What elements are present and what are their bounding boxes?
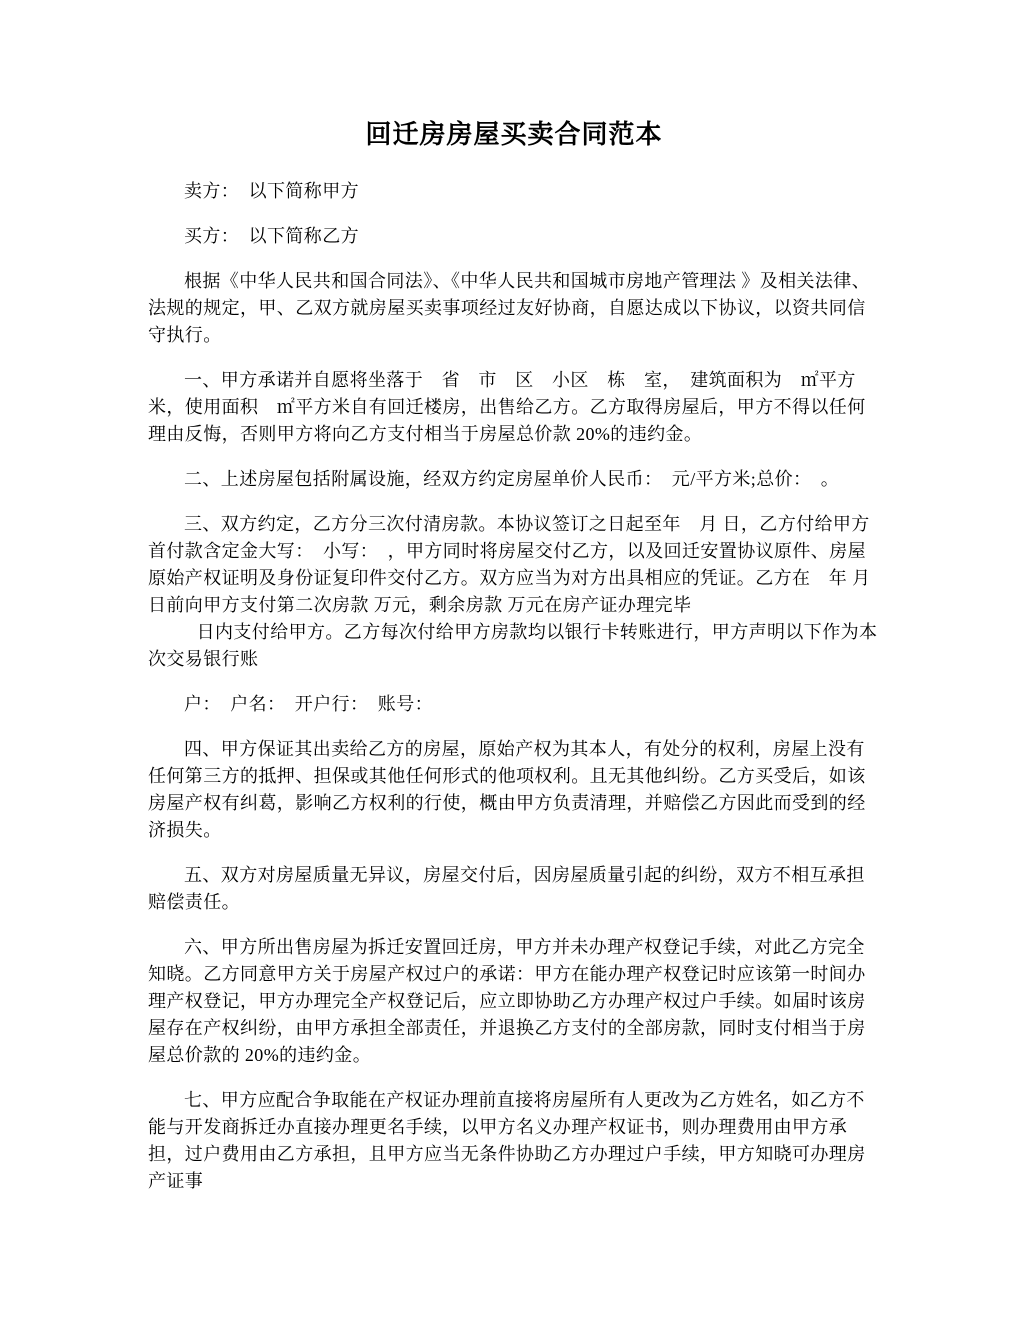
paragraph-clause-3: 三、双方约定，乙方分三次付清房款。本协议签订之日起至年 月 日，乙方付给甲方首付款含定金大写： 小写： ，甲方同时将房屋交付乙方，以及回迁安置协议原件、房屋原始产权证明及身份证复印件交付乙方。双方应当为对方出具相应的凭证。乙方在 年 月日前向甲方支付第二次房款 万元，剩余房款 万元在房产证办理完毕	[148, 514, 871, 615]
paragraph-preamble: 根据《中华人民共和国合同法》、《中华人民共和国城市房地产管理法 》及相关法律、法规的规定，甲、乙双方就房屋买卖事项经过友好协商，自愿达成以下协议，以资共同信守执行。	[148, 271, 871, 345]
paragraph-clause-7: 七、甲方应配合争取能在产权证办理前直接将房屋所有人更改为乙方姓名，如乙方不能与开发商拆迁办直接办理更名手续，以甲方名义办理产权证书，则办理费用由甲方承担，过户费用由乙方承担，且甲方应当无条件协助乙方办理过户手续，甲方知晓可办理房产证事	[148, 1090, 866, 1191]
paragraph-clause-1: 一、甲方承诺并自愿将坐落于 省 市 区 小区 栋 室， 建筑面积为 ㎡平方米，使用面积 ㎡平方米自有回迁楼房，出售给乙方。乙方取得房屋后，甲方不得以任何理由反悔，否则甲方将向乙方支付相当于房屋总价款 20%的违约金。	[148, 370, 866, 444]
paragraph-clause-3-continuation: 日内支付给甲方。乙方每次付给甲方房款均以银行卡转账进行，甲方声明以下作为本次交易银行账	[148, 622, 878, 669]
paragraph-clause-4: 四、甲方保证其出卖给乙方的房屋，原始产权为其本人，有处分的权利，房屋上没有任何第三方的抵押、担保或其他任何形式的他项权利。且无其他纠纷。乙方买受后，如该房屋产权有纠葛，影响乙方权利的行使，概由甲方负责清理，并赔偿乙方因此而受到的经济损失。	[148, 739, 866, 840]
paragraph-clause-5: 五、双方对房屋质量无异议，房屋交付后，因房屋质量引起的纠纷，双方不相互承担赔偿责任。	[148, 865, 865, 912]
paragraph-clause-2: 二、上述房屋包括附属设施，经双方约定房屋单价人民币： 元/平方米;总价： 。	[184, 469, 840, 489]
paragraph-seller: 卖方： 以下简称甲方	[184, 181, 359, 201]
paragraph-clause-6: 六、甲方所出售房屋为拆迁安置回迁房，甲方并未办理产权登记手续，对此乙方完全知晓。乙方同意甲方关于房屋产权过户的承诺：甲方在能办理产权登记时应该第一时间办理产权登记，甲方办理完全产权登记后，应立即协助乙方办理产权过户手续。如届时该房屋存在产权纠纷，由甲方承担全部责任，并退换乙方支付的全部房款，同时支付相当于房屋总价款的 20%的违约金。	[148, 937, 866, 1065]
document-title: 回迁房房屋买卖合同范本	[365, 120, 663, 149]
paragraph-bank-account: 户： 户名： 开户行： 账号：	[184, 694, 433, 714]
paragraph-buyer: 买方： 以下简称乙方	[184, 226, 359, 246]
